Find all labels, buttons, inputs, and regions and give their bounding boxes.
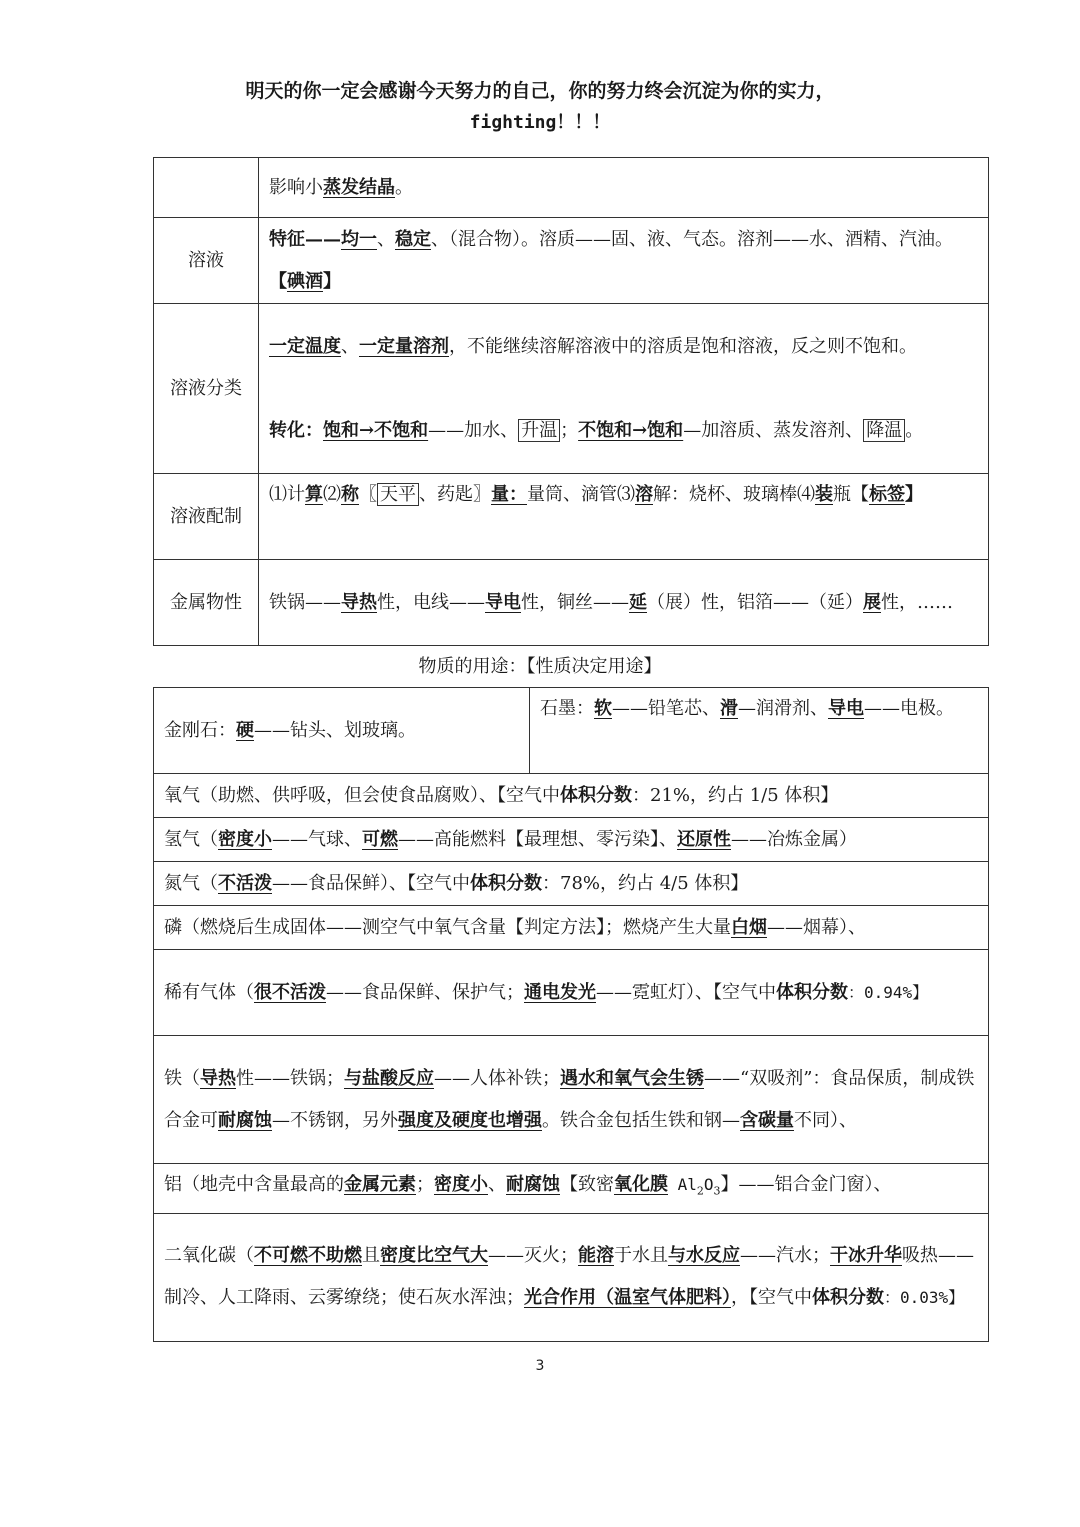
cell-iron: 铁（导热性——铁锅；与盐酸反应——人体补铁；遇水和氧气会生锈——“双吸剂”：食品保质，制成铁合金可耐腐蚀—不锈钢，另外强度及硬度也增强。铁合金包括生铁和钢—含碳量不同）、 <box>154 1036 989 1164</box>
row-metal-properties: 铁锅——导热性，电线——导电性，铜丝——延（展）性，铝箔——（延）展性，…… <box>259 560 989 646</box>
row-solution-features: 特征——均一、稳定、（混合物）。溶质——固、液、气态。溶剂——水、酒精、汽油。【碘酒】 <box>259 218 989 304</box>
solution-table <box>153 157 989 646</box>
table-row <box>154 1036 989 1164</box>
cell-phosphorus: 磷（燃烧后生成固体——测空气中氧气含量【判定方法】；燃烧产生大量白烟——烟幕）、 <box>154 906 989 950</box>
table-row <box>154 688 989 774</box>
cell-hydrogen: 氢气（密度小——气球、可燃——高能燃料【最理想、零污染】、还原性——冶炼金属） <box>154 818 989 862</box>
table-row <box>154 1164 989 1214</box>
label-solution: 溶液 <box>154 218 259 304</box>
table-row <box>154 862 989 906</box>
cell-carbon-dioxide: 二氧化碳（不可燃不助燃且密度比空气大——灭火；能溶于水且与水反应——汽水；干冰升华吸热——制冷、人工降雨、云雾缭绕；使石灰水浑浊；光合作用（温室气体肥料），【空气中体积分数：0.03%】 <box>154 1213 989 1341</box>
uses-table <box>153 687 989 1342</box>
table-row <box>154 774 989 818</box>
table-row <box>154 218 989 304</box>
cell-diamond: 金刚石：硬——钻头、划玻璃。 <box>154 688 530 774</box>
row-solution-classification: 一定温度、一定量溶剂，不能继续溶解溶液中的溶质是饱和溶液，反之则不饱和。 转化：饱和→不饱和——加水、 升温 ；不饱和→饱和—加溶质、蒸发溶剂、 降温 。 <box>259 304 989 474</box>
table-row <box>154 560 989 646</box>
table-row <box>154 1213 989 1341</box>
cell-graphite: 石墨：软——铅笔芯、滑—润滑剂、导电——电极。 <box>530 688 989 774</box>
section-title-uses: 物质的用途：【性质决定用途】 <box>418 656 662 677</box>
label-solution-preparation: 溶液配制 <box>154 474 259 560</box>
table-row <box>154 304 989 474</box>
table-row <box>154 818 989 862</box>
page-number: 3 <box>535 1358 545 1374</box>
cell-nitrogen: 氮气（不活泼——食品保鲜）、【空气中体积分数：78%，约占 4/5 体积】 <box>154 862 989 906</box>
table-row <box>154 950 989 1036</box>
label-solution-classification: 溶液分类 <box>154 304 259 474</box>
table-row <box>154 474 989 560</box>
row-solution-preparation: ⑴计算⑵称〖 天平 、药匙〗量：量筒、滴管⑶溶解：烧杯、玻璃棒⑷装瓶【标签】 <box>259 474 989 560</box>
cell-noble-gas: 稀有气体（很不活泼——食品保鲜、保护气；通电发光——霓虹灯）、【空气中体积分数：0.94%】 <box>154 950 989 1036</box>
label-metal-properties: 金属物性 <box>154 560 259 646</box>
row-evaporation: 影响小蒸发结晶。 <box>259 158 989 218</box>
table-row <box>154 906 989 950</box>
cell-aluminum: 铝（地壳中含量最高的金属元素；密度小、耐腐蚀【致密氧化膜 $Al_2O_3$】——铝合金门窗）、 <box>154 1164 989 1214</box>
table-row <box>154 158 989 218</box>
empty-label-cell <box>154 158 259 218</box>
header-fighting: fighting！！！ <box>469 112 611 133</box>
header-motto: 明天的你一定会感谢今天努力的自己，你的努力终会沉淀为你的实力， <box>245 80 835 102</box>
page-header <box>0 76 1080 138</box>
cell-oxygen: 氧气（助燃、供呼吸，但会使食品腐败）、【空气中体积分数：21%，约占 1/5 体积】 <box>154 774 989 818</box>
